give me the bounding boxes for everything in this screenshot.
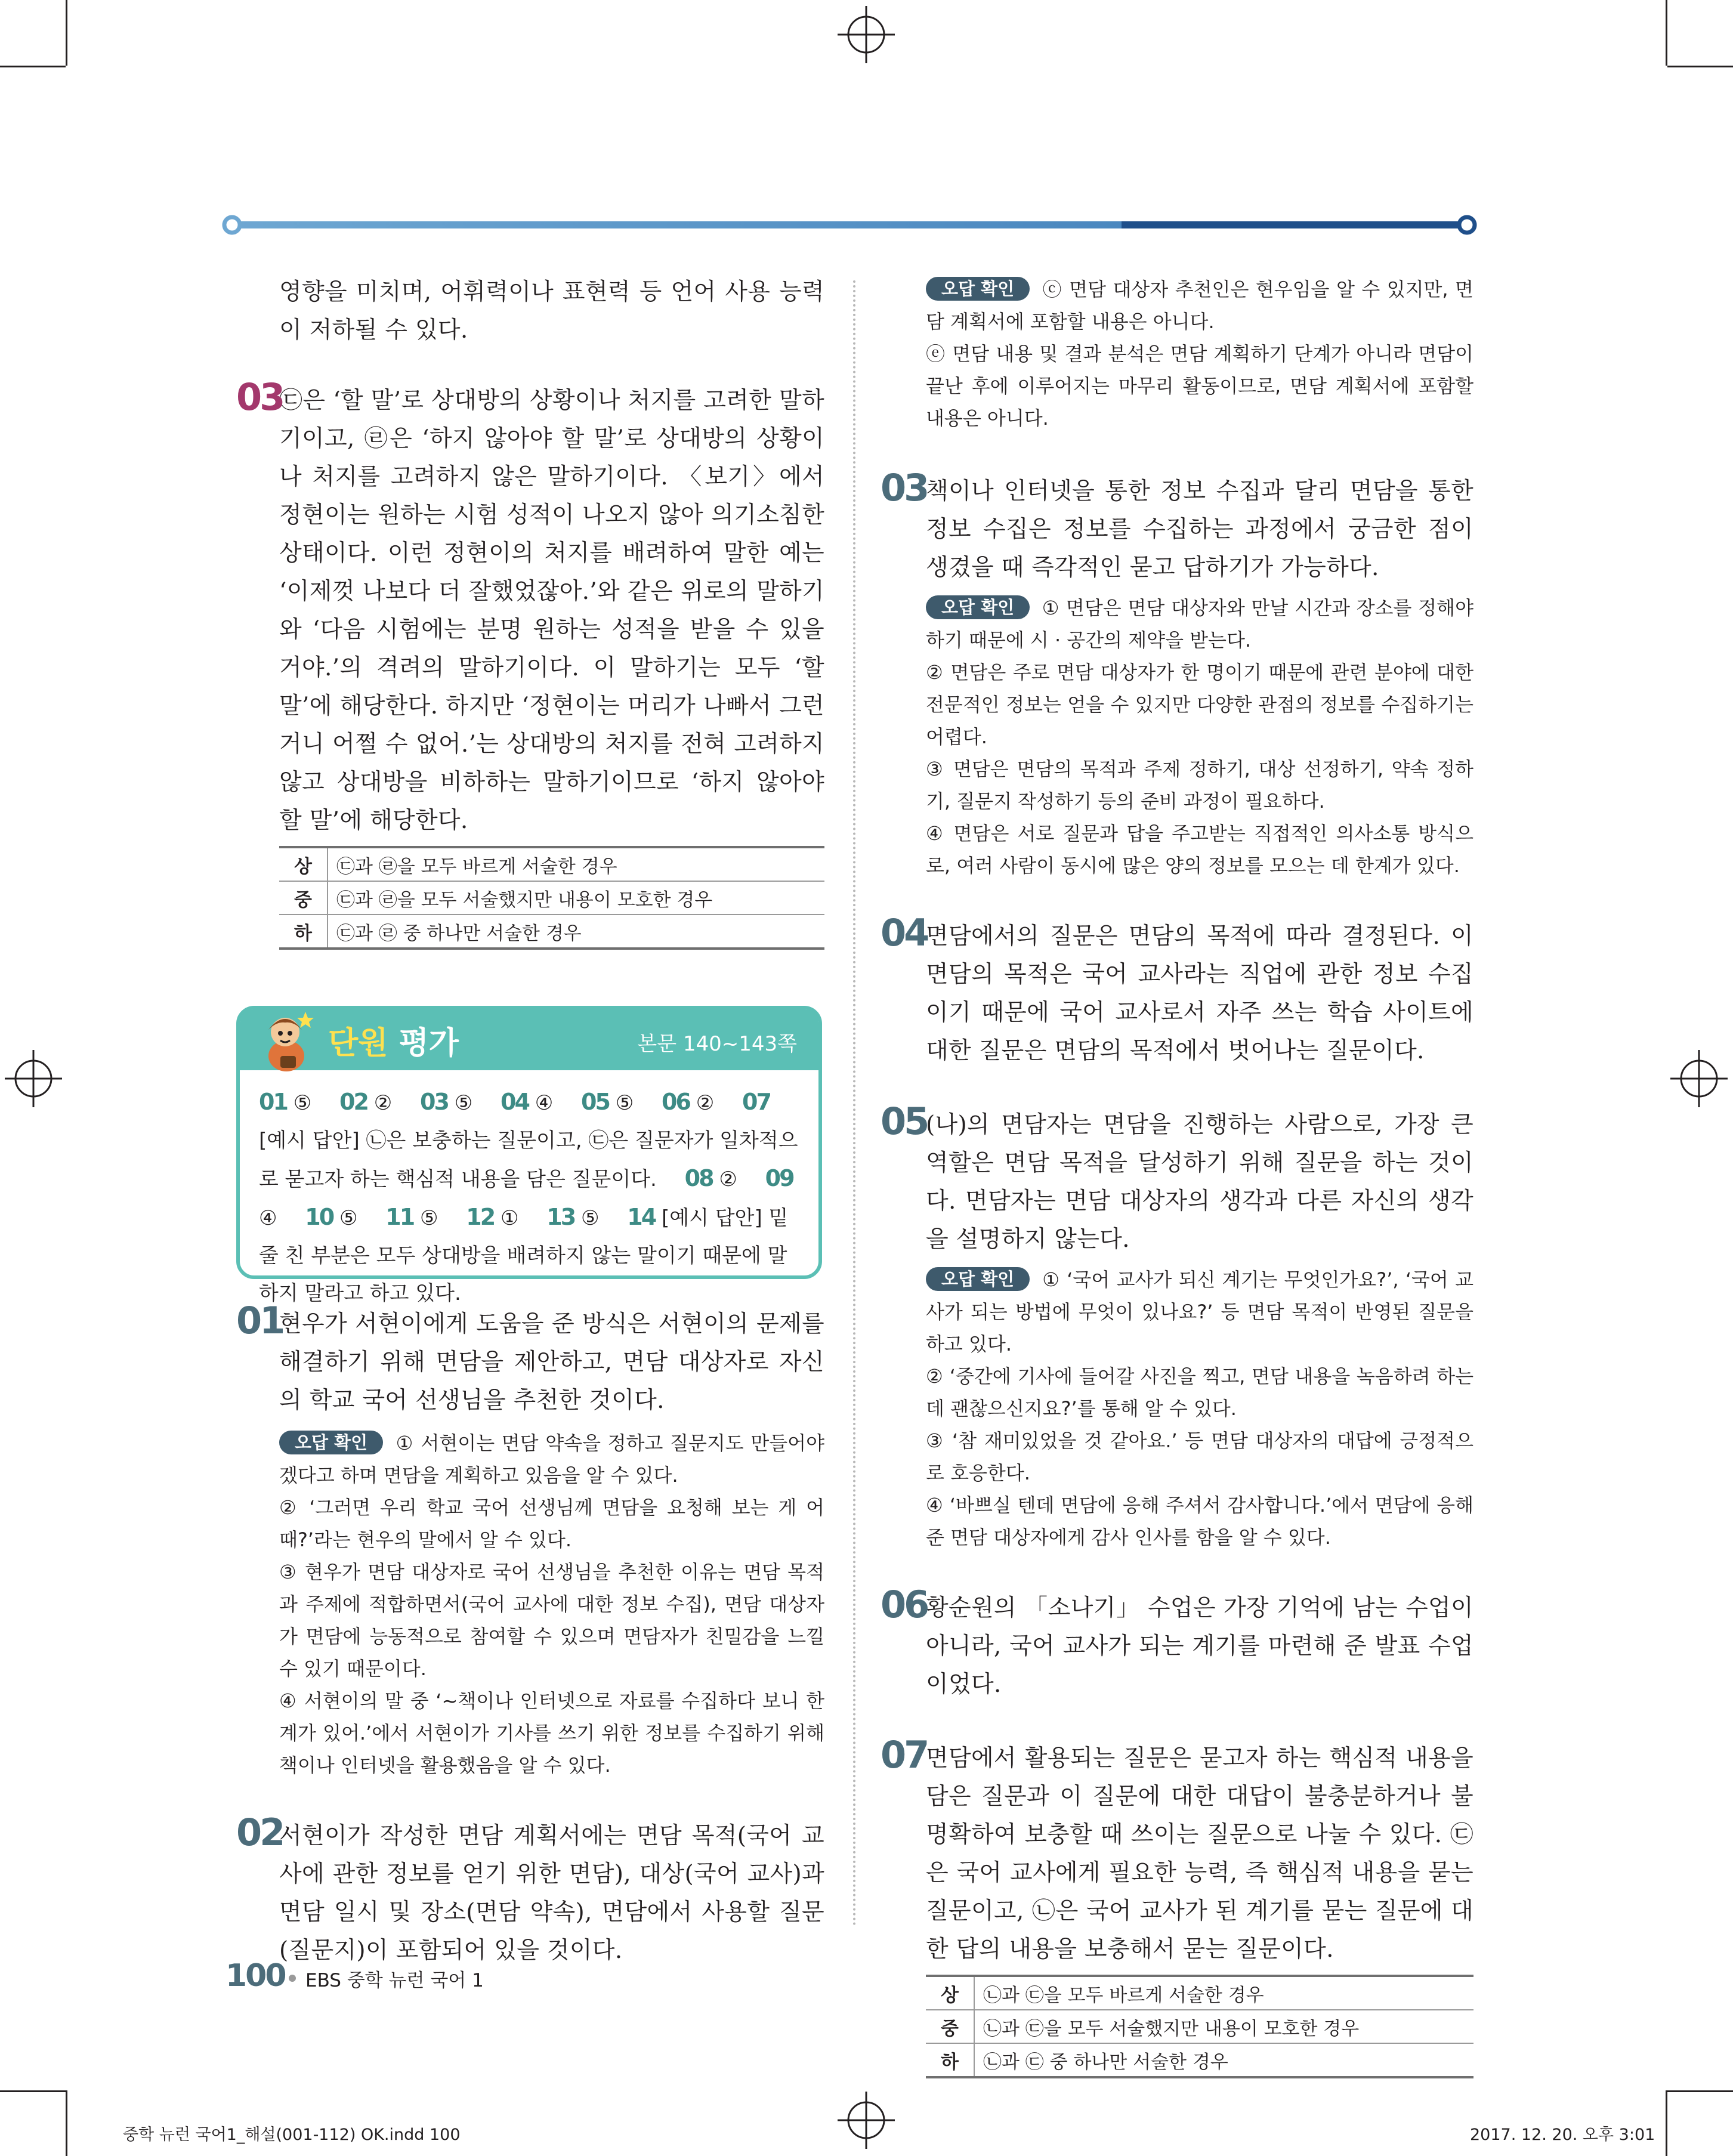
unit-evaluation-title: [328, 1018, 459, 1062]
table-row: [926, 1976, 1473, 2010]
question-05: [881, 1099, 1473, 1259]
left-column: [236, 273, 824, 950]
grade-desc: ㉡과 ㉢을 모두 서술했지만 내용이 모호한 경우: [983, 2018, 1360, 2040]
wrong-answer-badge: 오답 확인: [279, 1431, 383, 1454]
table-row: [279, 915, 824, 949]
answer-number: 01: [259, 1089, 287, 1115]
note-line: ② 면담은 주로 면담 대상자가 한 명이기 때문에 관련 분야에 대한 전문적인 정보는 얻을 수 있지만 다양한 관점의 정보를 수집하기는 어렵다.: [926, 661, 1473, 748]
question-number: 04: [881, 911, 928, 955]
answer-number: 12: [466, 1204, 495, 1230]
note-line: ② ‘중간에 기사에 들어갈 사진을 찍고, 면담 내용을 녹음하려 하는데 괜찮으신지요?’를 통해 알 수 있다.: [926, 1365, 1473, 1420]
wrong-answer-notes-05: [881, 1264, 1473, 1553]
right-column: [881, 273, 1473, 2078]
answer-number: 04: [501, 1089, 529, 1115]
answer-number: 07: [742, 1089, 770, 1115]
question-03: [236, 375, 824, 840]
wrong-answer-badge: 오답 확인: [926, 1267, 1030, 1291]
answer-number: 05: [581, 1089, 609, 1115]
question-04: [881, 911, 1473, 1070]
left-column-lower: [236, 1299, 824, 1970]
answer-value: ①: [501, 1206, 519, 1230]
question-number: 01: [236, 1299, 283, 1342]
answer-number: 08: [684, 1165, 713, 1191]
grading-table-03: [236, 846, 824, 950]
title-highlight: 단원: [328, 1026, 388, 1061]
question-number: 02: [236, 1811, 283, 1854]
note-line: ① 면담은 면담 대상자와 만날 시간과 장소를 정해야 하기 때문에 시 · 공간의 제약을 받는다.: [926, 597, 1473, 651]
note-line: ④ ‘바쁘실 텐데 면담에 응해 주셔서 감사합니다.’에서 면담에 응해 준 면담 대상자에게 감사 인사를 함을 알 수 있다.: [926, 1494, 1473, 1549]
question-01: [236, 1299, 824, 1420]
question-06: [881, 1583, 1473, 1704]
footer-bullet-icon: [289, 1975, 296, 1982]
grade-desc: ㉢과 ㉣ 중 하나만 서술한 경우: [336, 922, 582, 944]
table-row: [926, 2010, 1473, 2043]
note-line: ⓒ 면담 대상자 추천인은 현우임을 알 수 있지만, 면담 계획서에 포함할 내용은 아니다.: [926, 278, 1473, 333]
answer-value: ⑤: [615, 1091, 634, 1115]
registration-mark-bottom: [838, 2092, 895, 2149]
wrong-answer-notes-01: [236, 1427, 824, 1781]
unit-answers: [259, 1083, 801, 1312]
answer-number: 09: [765, 1165, 793, 1191]
question-number: 05: [881, 1099, 928, 1143]
unit-evaluation-header: [240, 1009, 818, 1070]
answer-text: 현우가 서현이에게 도움을 준 방식은 서현이의 문제를 해결하기 위해 면담을 제안하고, 면담 대상자로 자신의 학교 국어 선생님을 추천한 것이다.: [279, 1311, 824, 1414]
grade-desc: ㉢과 ㉣을 모두 서술했지만 내용이 모호한 경우: [336, 889, 713, 911]
grade-label: 상: [926, 1976, 974, 2010]
print-slug-file: 중학 뉴런 국어1_해설(001-112) OK.indd 100: [123, 2126, 461, 2144]
answer-value: ⑤: [293, 1091, 312, 1115]
answer-value: ④: [535, 1091, 554, 1115]
page-reference: 본문 140~143쪽: [637, 1032, 797, 1056]
answer-value: ②: [696, 1091, 715, 1115]
crop-mark: [1666, 0, 1667, 66]
wrong-answer-notes-03: [881, 592, 1473, 882]
crop-mark: [1667, 66, 1733, 67]
grade-desc: ㉡과 ㉢ 중 하나만 서술한 경우: [983, 2051, 1228, 2073]
note-line: ③ ‘참 재미있었을 것 같아요.’ 등 면담 대상자의 대답에 긍정적으로 호응한다.: [926, 1429, 1473, 1484]
answer-text: 면담에서 활용되는 질문은 묻고자 하는 핵심적 내용을 담은 질문과 이 질문에 대한 대답이 불충분하거나 불명확하여 보충할 때 쓰이는 질문으로 나눌 수 있다. ㉢은 국어 교사에게 필요한 능력, 즉 핵심적 내용을 묻는 질문이고, ㉡은 국어 교사가 된 계기를 묻는 질문에 대한 답의 내용을 보충해서 묻는 질문이다.: [926, 1745, 1473, 1963]
book-title: EBS 중학 뉴런 국어 1: [305, 1970, 484, 1991]
grade-label: 상: [279, 847, 328, 881]
answer-number: 02: [339, 1089, 367, 1115]
answer-number: 14: [627, 1204, 656, 1230]
wrong-answer-notes-02: [881, 273, 1473, 434]
note-line: ③ 현우가 면담 대상자로 국어 선생님을 추천한 이유는 면담 목적과 주제에 적합하면서(국어 교사에 대한 정보 수집), 면담 대상자가 면담에 능동적으로 참여할 수 있으며 면담자가 친밀감을 느낄 수 있기 때문이다.: [279, 1561, 824, 1680]
continuation-text: 영향을 미치며, 어휘력이나 표현력 등 언어 사용 능력이 저하될 수 있다.: [279, 279, 824, 344]
answer-text: 면담에서의 질문은 면담의 목적에 따라 결정된다. 이 면담의 목적은 국어 교사라는 직업에 관한 정보 수집이기 때문에 국어 교사로서 자주 쓰는 학습 사이트에 대한 질문은 면담의 목적에서 벗어나는 질문이다.: [926, 923, 1473, 1064]
note-line: ② ‘그러면 우리 학교 국어 선생님께 면담을 요청해 보는 게 어때?’라는 현우의 말에서 알 수 있다.: [279, 1496, 824, 1551]
note-line: ④ 서현이의 말 중 ‘~책이나 인터넷으로 자료를 수집하다 보니 한계가 있어.’에서 서현이가 기사를 쓰기 위한 정보를 수집하기 위해 책이나 인터넷을 활용했음을 알 수 있다.: [279, 1689, 824, 1777]
wrong-answer-badge: 오답 확인: [926, 277, 1030, 301]
table-row: [279, 847, 824, 881]
answer-value: [예시 답안] 밑줄 친 부분은 모두 상대방을 배려하지 않는 말이기 때문에 말하지 말라고 하고 있다.: [259, 1206, 789, 1305]
answer-value: [예시 답안] ㉡은 보충하는 질문이고, ㉢은 질문자가 일차적으로 묻고자 하는 핵심적 내용을 담은 질문이다.: [259, 1129, 798, 1191]
crop-mark: [0, 2090, 66, 2092]
question-07: [881, 1733, 1473, 1969]
question-number: 07: [881, 1733, 928, 1777]
crop-mark: [0, 66, 66, 67]
header-bar: [222, 215, 1477, 235]
note-line: ③ 면담은 면담의 목적과 주제 정하기, 대상 선정하기, 약속 정하기, 질문지 작성하기 등의 준비 과정이 필요하다.: [926, 758, 1473, 813]
unit-evaluation-box: [236, 1006, 822, 1305]
grade-desc: ㉡과 ㉢을 모두 바르게 서술한 경우: [983, 1984, 1264, 2006]
note-line: ① 서현이는 면담 약속을 정하고 질문지도 만들어야겠다고 하며 면담을 계획하고 있음을 알 수 있다.: [279, 1432, 824, 1487]
answer-text: 황순원의 「소나기」 수업은 가장 기억에 남는 수업이 아니라, 국어 교사가 되는 계기를 마련해 준 발표 수업이었다.: [926, 1595, 1473, 1698]
question-number: 03: [881, 466, 928, 509]
answer-value: ⑤: [581, 1206, 600, 1230]
table-row: [279, 881, 824, 915]
question-number: 06: [881, 1583, 928, 1626]
grade-label: 하: [279, 915, 328, 949]
page-number: 100: [225, 1958, 285, 1994]
wrong-answer-badge: 오답 확인: [926, 595, 1030, 619]
answer-value: ⑤: [454, 1091, 473, 1115]
grade-label: 중: [279, 881, 328, 915]
note-line: ④ 면담은 서로 질문과 답을 주고받는 직접적인 의사소통 방식으로, 여러 사람이 동시에 많은 양의 정보를 모으는 데 한계가 있다.: [926, 822, 1473, 877]
note-line: ① ‘국어 교사가 되신 계기는 무엇인가요?’, ‘국어 교사가 되는 방법에 무엇이 있나요?’ 등 면담 목적이 반영된 질문을 하고 있다.: [926, 1268, 1473, 1355]
column-divider: [853, 280, 855, 1927]
answer-text: 책이나 인터넷을 통한 정보 수집과 달리 면담을 통한 정보 수집은 정보를 수집하는 과정에서 궁금한 점이 생겼을 때 즉각적인 묻고 답하기가 가능하다.: [926, 478, 1473, 581]
answer-number: 11: [385, 1204, 414, 1230]
print-slug-timestamp: 2017. 12. 20. 오후 3:01: [1470, 2126, 1655, 2144]
answer-number: 13: [546, 1204, 575, 1230]
question-number: 03: [236, 375, 283, 419]
question-03-right: [881, 466, 1473, 587]
answer-value: ⑤: [339, 1206, 358, 1230]
answer-value: ④: [259, 1206, 277, 1230]
answer-value: ②: [373, 1091, 393, 1115]
crop-mark: [1666, 2090, 1667, 2156]
answer-text: (나)의 면담자는 면담을 진행하는 사람으로, 가장 큰 역할은 면담 목적을 달성하기 위해 질문을 하는 것이다. 면담자는 면담 대상자의 생각과 다른 자신의 생각을 설명하지 않는다.: [926, 1111, 1473, 1253]
crop-mark: [1667, 2090, 1733, 2092]
answer-text: ㉢은 ‘할 말’로 상대방의 상황이나 처지를 고려한 말하기이고, ㉣은 ‘하지 않아야 할 말’로 상대방의 상황이나 처지를 고려하지 않은 말하기이다. 〈보기〉에서 정현이는 원하는 시험 성적이 나오지 않아 의기소침한 상태이다. 이런 정현이의 처지를 배려하여 말한 예는 ‘이제껏 나보다 더 잘했었잖아.’와 같은 위로의 말하기와 ‘다음 시험에는 분명 원하는 성적을 받을 수 있을 거야.’의 격려의 말하기이다. 이 말하기는 모두 ‘할 말’에 해당한다. 하지만 ‘정현이는 머리가 나빠서 그런 거니 어쩔 수 없어.’는 상대방의 처지를 전혀 고려하지 않고 상대방을 비하하는 말하기이므로 ‘하지 않아야 할 말’에 해당한다.: [279, 387, 824, 834]
answer-value: ⑤: [420, 1206, 438, 1230]
table-row: [926, 2043, 1473, 2077]
crop-mark: [66, 0, 67, 66]
character-mascot-icon: [251, 1006, 322, 1077]
grading-table-07: [881, 1975, 1473, 2078]
grade-label: 하: [926, 2043, 974, 2077]
note-line: ⓔ 면담 내용 및 결과 분석은 면담 계획하기 단계가 아니라 면담이 끝난 후에 이루어지는 마무리 활동이므로, 면담 계획서에 포함할 내용은 아니다.: [926, 342, 1473, 430]
question-02: [236, 1811, 824, 1970]
title-rest: 평가: [388, 1026, 459, 1061]
crop-mark: [66, 2090, 67, 2156]
answer-number: 10: [305, 1204, 333, 1230]
grade-label: 중: [926, 2010, 974, 2043]
answer-number: 06: [662, 1089, 690, 1115]
registration-mark-right: [1670, 1050, 1728, 1107]
grade-desc: ㉢과 ㉣을 모두 바르게 서술한 경우: [336, 855, 617, 878]
answer-value: ②: [719, 1167, 737, 1191]
registration-mark-left: [5, 1050, 62, 1107]
answer-text: 서현이가 작성한 면담 계획서에는 면담 목적(국어 교사에 관한 정보를 얻기 위한 면담), 대상(국어 교사)과 면담 일시 및 장소(면담 약속), 면담에서 사용할 질문(질문지)이 포함되어 있을 것이다.: [279, 1823, 824, 1964]
registration-mark-top: [838, 6, 895, 63]
answer-number: 03: [420, 1089, 448, 1115]
